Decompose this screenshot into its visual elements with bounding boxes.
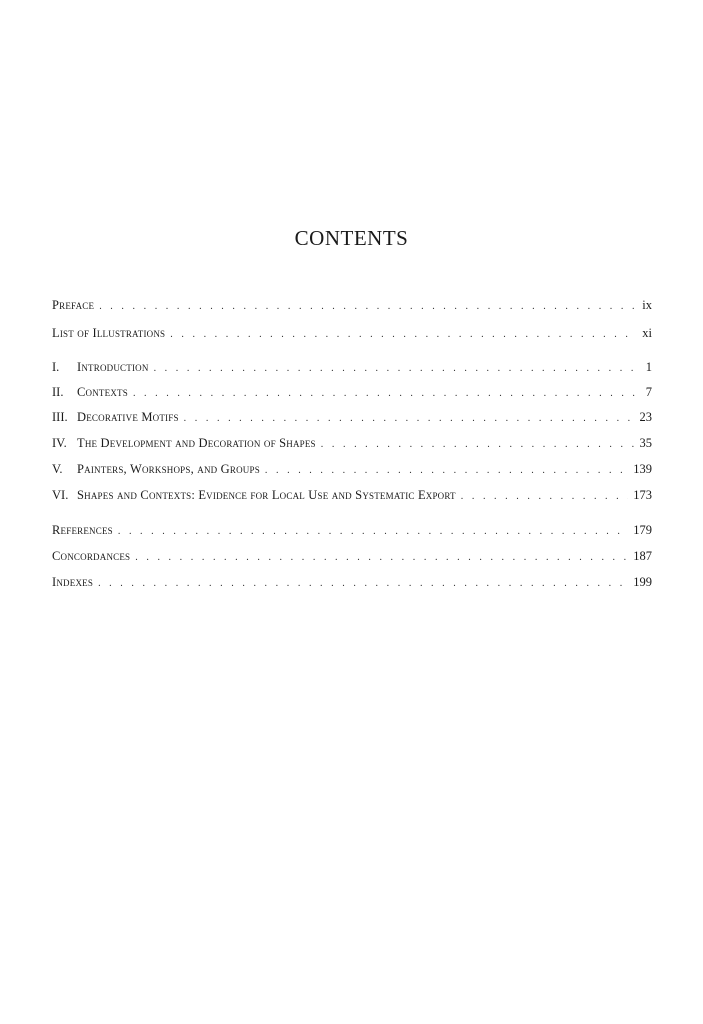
toc-entry-label: References <box>52 523 113 537</box>
leader-dots <box>321 436 635 454</box>
toc-entry-label: Decorative Motifs <box>77 410 179 424</box>
toc-entry-label: Preface <box>52 298 95 312</box>
toc-entry-page: 179 <box>633 523 652 537</box>
toc-entry-label: The Development and Decoration of Shapes <box>77 436 316 450</box>
toc-entry-label: Contexts <box>77 385 128 399</box>
toc-entry-indexes[interactable] <box>52 573 652 591</box>
leader-dots <box>154 360 641 378</box>
page-title: CONTENTS <box>294 226 409 250</box>
chapter-number: IV. <box>52 436 67 450</box>
toc-entry-page: ix <box>642 298 652 312</box>
toc-entry-page: 139 <box>633 462 652 476</box>
leader-dots <box>170 326 637 344</box>
toc-entry-introduction[interactable] <box>52 358 652 376</box>
toc-entry-page: 173 <box>633 488 652 502</box>
toc-entry-page: 23 <box>639 410 652 424</box>
toc-entry-label: List of Illustrations <box>52 326 166 340</box>
toc-entry-page: 199 <box>633 575 652 589</box>
toc-entry-decorative-motifs[interactable] <box>52 408 652 426</box>
leader-dots <box>184 410 635 428</box>
toc-entry-contexts[interactable] <box>52 383 652 401</box>
toc-entry-development-of-shapes[interactable] <box>52 434 652 452</box>
toc-entry-list-of-illustrations[interactable] <box>52 324 652 342</box>
toc-entry-page: xi <box>642 326 652 340</box>
chapter-number: I. <box>52 360 60 374</box>
chapter-number: VI. <box>52 488 69 502</box>
toc-entry-references[interactable] <box>52 521 652 539</box>
leader-dots <box>133 385 641 403</box>
leader-dots <box>99 298 637 316</box>
toc-entry-label: Introduction <box>77 360 149 374</box>
toc-entry-page: 35 <box>639 436 652 450</box>
toc-entry-painters-workshops[interactable] <box>52 460 652 478</box>
toc-entry-page: 187 <box>633 549 652 563</box>
toc-entry-preface[interactable] <box>52 296 652 314</box>
toc-entry-label: Indexes <box>52 575 94 589</box>
toc-entry-shapes-and-contexts[interactable] <box>52 486 652 504</box>
leader-dots <box>118 523 628 541</box>
toc-entry-concordances[interactable] <box>52 547 652 565</box>
toc-entry-label: Shapes and Contexts: Evidence for Local Use and Systematic Export <box>77 488 456 502</box>
chapter-number: II. <box>52 385 64 399</box>
toc-entry-page: 1 <box>645 360 652 374</box>
toc-entry-label: Concordances <box>52 549 131 563</box>
toc-entry-label: Painters, Workshops, and Groups <box>77 462 260 476</box>
toc-entry-page: 7 <box>645 385 652 399</box>
leader-dots <box>135 549 628 567</box>
leader-dots <box>265 462 628 480</box>
chapter-number: V. <box>52 462 63 476</box>
leader-dots <box>98 575 628 593</box>
leader-dots <box>461 488 629 506</box>
chapter-number: III. <box>52 410 68 424</box>
